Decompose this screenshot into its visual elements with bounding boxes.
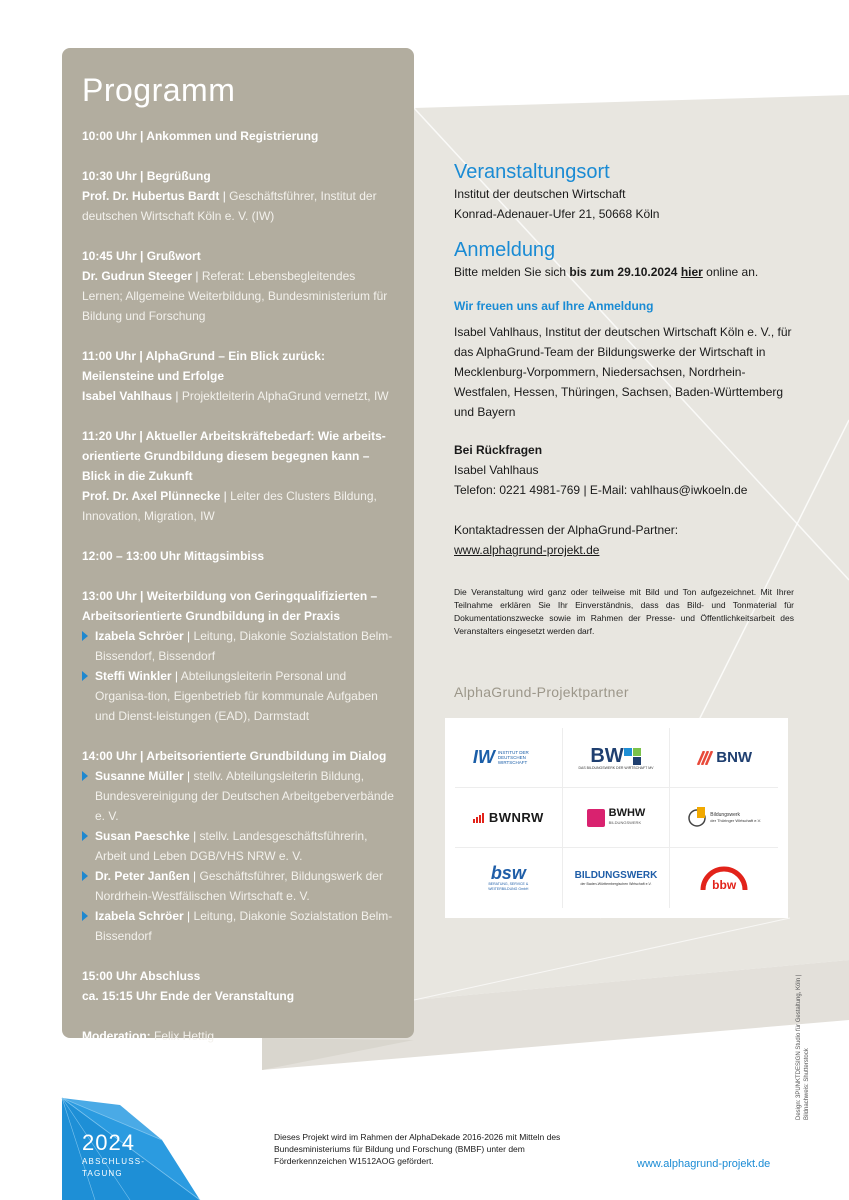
funding-note: Dieses Projekt wird im Rahmen der AlphaDekade 2016-2026 mit Mitteln des Bundesministeriums für Bildung und Forschung (BMBF) unter dem Förderkennzeichen W1512AOG gefördert. [274,1132,561,1166]
speaker-list [82,626,394,726]
speaker-role: stellv. Landesgeschäftsführerin, Arbeit und Leben DGB/VHS NRW e. V. [95,829,368,863]
list-item: Susan Paeschke | stellv. Landesgeschäftsführerin, Arbeit und Leben DGB/VHS NRW e. V. [82,826,394,866]
programme-block [82,746,394,946]
design-credit: Design: 3PUNKTDESIGN Studio für Gestaltung, Köln | Bildnachweis: Shutterstock [796,974,810,1120]
programme-block [82,126,394,146]
bullet-triangle-icon [82,631,88,641]
venue-title: Veranstaltungsort [454,161,610,183]
programme-block [82,546,394,566]
speaker-name: Izabela Schröer [95,629,184,643]
footer-link[interactable]: www.alphagrund-projekt.de [637,1158,771,1170]
registration-title: Anmeldung [454,239,556,261]
speaker: Prof. Dr. Hubertus Bardt | Geschäftsführer, Institut der deutschen Wirtschaft Köln e. V. (IW) [82,189,377,223]
speaker-name: Dr. Peter Janßen [95,869,190,883]
registration-text: Bitte melden Sie sich bis zum 29.10.2024 hier online an. [454,265,759,279]
programme-block [82,586,394,726]
speaker-role: Leiter des Clusters Bildung, Innovation, Migration, IW [82,489,377,523]
speaker: Dr. Gudrun Steeger | Referat: Lebensbegleitendes Lernen; Allgemeine Weiterbildung, Bundesministerium für Bildung und Forschung [82,269,388,323]
speaker-role: Referat: Lebensbegleitendes Lernen; Allgemeine Weiterbildung, Bundesministerium für Bildung und Forschung [82,269,388,323]
block-heading: 14:00 Uhr | Arbeitsorientierte Grundbildung im Dialog [82,749,387,763]
bwt-mark-icon [687,807,707,829]
moderation [82,1026,394,1046]
speaker-role: Leitung, Diakonie Sozialstation Belm-Bissendorf, Bissendorf [95,629,393,663]
list-item: Susanne Müller | stellv. Abteilungsleiterin Bildung, Bundesvereinigung der Deutschen Arbeitgeberverbände e. V. [82,766,394,826]
logo-bw-mv[interactable]: BW DAS BILDUNGSWERK DER WIRTSCHAFT MV [563,728,671,788]
logo-bsw[interactable]: bsw BERATUNG, SERVICE & WEITERBILDUNG GmbH [455,848,563,908]
list-item: Izabela Schröer | Leitung, Diakonie Sozialstation Belm-Bissendorf, Bissendorf [82,626,394,666]
logo-bwhw[interactable]: BWHW BILDUNGSWERK [563,788,671,848]
welcome-text: Isabel Vahlhaus, Institut der deutschen Wirtschaft Köln e. V., für das AlphaGrund-Team der Bildungswerke der Wirtschaft in Mecklenburg-Vorpommern, Niedersachsen, Nordrhein-Westfalen, Hessen, Thüringen, Sachsen, Baden-Württemberg und Bayern [454,325,792,419]
block-heading: 11:20 Uhr | Aktueller Arbeitskräftebedarf: Wie arbeits-orientierte Grundbildung diesem begegnen kann – Blick in die Zukunft [82,429,386,483]
speaker-list [82,766,394,946]
logo-bbw[interactable]: bbw [670,848,778,908]
venue-line1: Institut der deutschen Wirtschaft [454,187,626,201]
programme-block [82,346,394,406]
logo-grid [455,728,778,908]
bw-squares-icon [624,748,642,766]
partners-title: AlphaGrund-Projektpartner [454,684,629,700]
block-heading: 10:45 Uhr | Grußwort [82,249,201,263]
badge-line2: TAGUNG [82,1169,123,1178]
recording-disclaimer: Die Veranstaltung wird ganz oder teilweise mit Bild und Ton aufgezeichnet. Mit Ihrer Teilnahme erklären Sie Ihr Einverständnis, dass das Bild- und Tonmaterial für Dokumentationszwecke sowie im Rahmen der Presse- und Öffentlichkeitsarbeit des Veranstalters eingesetzt werden darf. [454,587,794,636]
bullet-triangle-icon [82,831,88,841]
speaker-name: Prof. Dr. Hubertus Bardt [82,189,220,203]
logo-bnw[interactable]: BNW [670,728,778,788]
speaker-name: Prof. Dr. Axel Plünnecke [82,489,221,503]
bwnrw-bars-icon [473,813,487,823]
bullet-triangle-icon [82,871,88,881]
logo-bwnrw[interactable]: BWNRW [455,788,563,848]
closing-block [82,966,394,1006]
programme-panel [62,48,414,1043]
list-item: Dr. Peter Janßen | Geschäftsführer, Bildungswerk der Nordrhein-Westfälischen Wirtschaft e. V. [82,866,394,906]
registration-deadline: bis zum 29.10.2024 [569,265,678,279]
logo-iw[interactable]: IW INSTITUT DER DEUTSCHEN WIRTSCHAFT [455,728,563,788]
speaker-name: Dr. Gudrun Steeger [82,269,193,283]
logo-bw-bawue[interactable]: BILDUNGSWERK der Baden-Württembergischen Wirtschaft e.V. [563,848,671,908]
partners-logo-box [445,718,788,918]
block-heading: 13:00 Uhr | Weiterbildung von Geringqualifizierten – Arbeitsorientierte Grundbildung in der Praxis [82,589,378,623]
speaker-name: Isabel Vahlhaus [82,389,173,403]
logo-bwt[interactable]: Bildungswerk der Thüringer Wirtschaft e.V. [670,788,778,848]
badge-line1: ABSCHLUSS- [82,1157,146,1166]
list-item: Steffi Winkler | Abteilungsleiterin Personal und Organisa-tion, Eigenbetrieb für kommunale Aufgaben und Dienst-leistungen (EAD), Darmstadt [82,666,394,726]
speaker-name: Susanne Müller [95,769,184,783]
venue-line2: Konrad-Adenauer-Ufer 21, 50668 Köln [454,207,660,221]
block-heading: 11:00 Uhr | AlphaGrund – Ein Blick zurück: Meilensteine und Erfolge [82,349,325,383]
speaker: Prof. Dr. Axel Plünnecke | Leiter des Clusters Bildung, Innovation, Migration, IW [82,489,377,523]
contact-title: Bei Rückfragen [454,443,543,457]
speaker: Isabel Vahlhaus | Projektleiterin AlphaGrund vernetzt, IW [82,389,389,403]
speaker-role: Geschäftsführer, Bildungswerk der Nordrhein-Westfälischen Wirtschaft e. V. [95,869,383,903]
bullet-triangle-icon [82,911,88,921]
end-time: ca. 15:15 Uhr Ende der Veranstaltung [82,989,295,1003]
block-heading: 12:00 – 13:00 Uhr Mittagsimbiss [82,549,265,563]
closing-time: 15:00 Uhr Abschluss [82,969,201,983]
programme-block [82,426,394,526]
speaker-role: Geschäftsführer, Institut der deutschen Wirtschaft Köln e. V. (IW) [82,189,377,223]
partners-contact-label: Kontaktadressen der AlphaGrund-Partner: [454,523,679,537]
list-item: Izabela Schröer | Leitung, Diakonie Sozialstation Belm-Bissendorf [82,906,394,946]
moderation-label: Moderation: [82,1029,151,1043]
block-heading: 10:30 Uhr | Begrüßung [82,169,211,183]
info-column [454,160,794,638]
bullet-triangle-icon [82,771,88,781]
speaker-role: Projektleiterin AlphaGrund vernetzt, IW [181,389,389,403]
block-heading: 10:00 Uhr | Ankommen und Registrierung [82,129,319,143]
partners-link[interactable]: www.alphagrund-projekt.de [454,543,600,557]
registration-link[interactable]: hier [680,265,703,279]
bnw-stripes-icon [696,751,714,765]
programme-block [82,246,394,326]
speaker-name: Susan Paeschke [95,829,190,843]
badge-year: 2024 [82,1130,135,1155]
welcome-heading: Wir freuen uns auf Ihre Anmeldung [454,299,654,313]
speaker-name: Izabela Schröer [95,909,184,923]
speaker-role: Leitung, Diakonie Sozialstation Belm-Bissendorf [95,909,393,943]
programme-block [82,166,394,226]
year-badge [82,1130,145,1180]
moderation-name: Felix Hettig [154,1029,215,1043]
bwhw-mark-icon [587,809,605,827]
contact-name: Isabel Vahlhaus [454,463,539,477]
speaker-role: Abteilungsleiterin Personal und Organisa-tion, Eigenbetrieb für kommunale Aufgaben und Dienst-leistungen (EAD), Darmstadt [95,669,378,723]
bullet-triangle-icon [82,671,88,681]
speaker-name: Steffi Winkler [95,669,172,683]
programme-list [82,126,394,1046]
programme-title: Programm [82,72,236,108]
speaker-role: stellv. Abteilungsleiterin Bildung, Bundesvereinigung der Deutschen Arbeitgeberverbände e. V. [95,769,394,823]
contact-phone-mail[interactable]: Telefon: 0221 4981-769 | E-Mail: vahlhaus@iwkoeln.de [454,483,748,497]
